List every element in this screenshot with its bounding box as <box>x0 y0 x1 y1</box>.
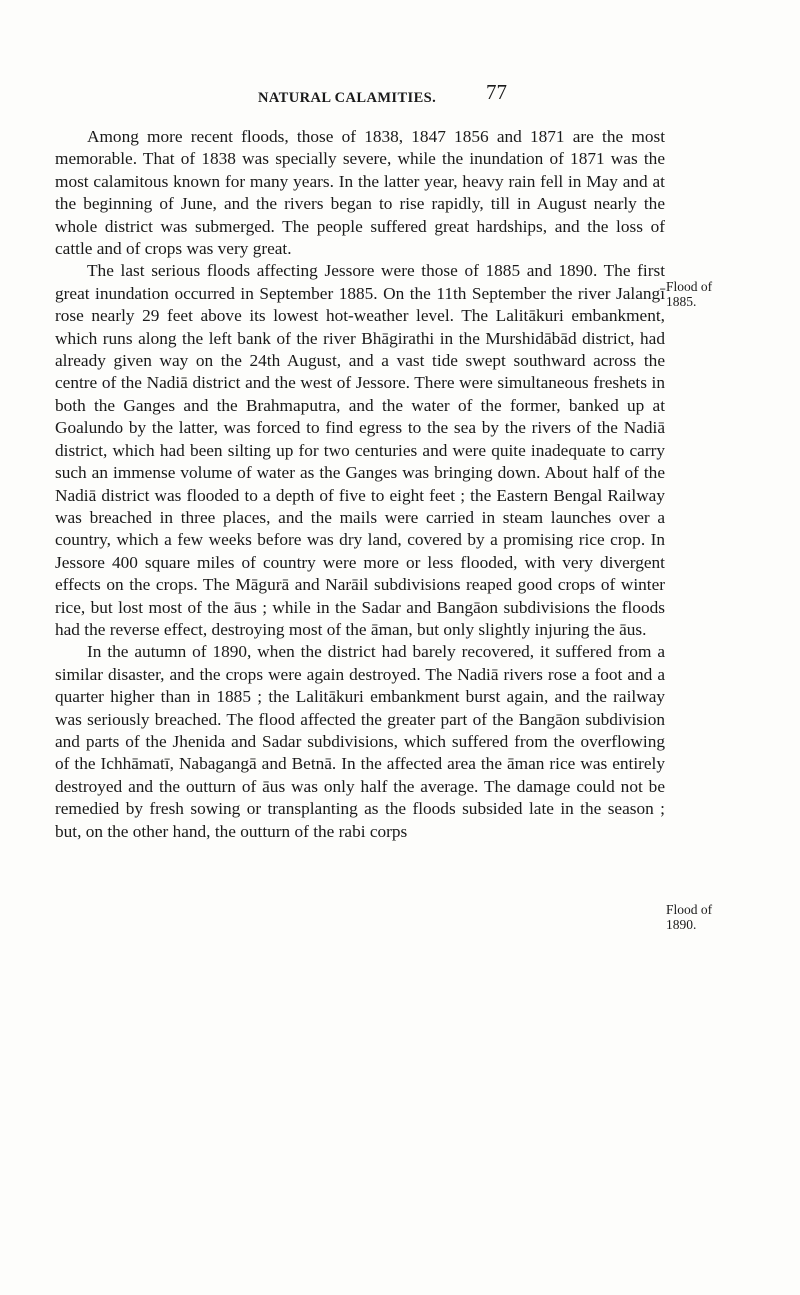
page-header <box>0 78 800 108</box>
paragraph-earlier-floods: Among more recent floods, those of 1838, 1847 1856 and 1871 are the most memorable. That of 1838 was specially severe, while the inundation of 1871 was the most calamitous known for many years. In the latter year, heavy rain fell in May and at the beginning of June, and the rivers began to rise rapidly, till in August nearly the whole district was submerged. The people suffered great hardships, and the loss of cattle and of crops was very great. <box>55 127 665 259</box>
paragraph-flood-1890: In the autumn of 1890, when the district had barely recovered, it suffered from a similar disaster, and the crops were again destroyed. The Nadiā rivers rose a foot and a quarter higher than in 1885 ; the Lalitākuri embankment burst again, and the railway was seriously breached. The flood affected the greater part of the Bangāon subdivision and parts of the Jhenida and Sadar subdivisions, which suffered from the overflowing of the Ichhāmatī, Nabagangā and Betnā. In the affected area the āman rice was entirely destroyed and the outturn of āus was only half the average. The damage could not be remedied by fresh sowing or transplanting as the floods subsided late in the season ; but, on the other hand, the outturn of the rabi corps <box>55 642 665 841</box>
body-text <box>55 126 665 843</box>
page-number: 77 <box>486 80 507 104</box>
marginal-note-flood-1890: Flood of 1890. <box>666 902 713 932</box>
running-title: NATURAL CALAMITIES. <box>258 90 437 106</box>
marginal-note-flood-1885: Flood of 1885. <box>666 279 713 309</box>
paragraph-flood-1885: The last serious floods affecting Jessore were those of 1885 and 1890. The first great inundation occurred in September 1885. On the 11th September the river Jalangī rose nearly 29 feet above its lowest hot-weather level. The Lalitākuri embankment, which runs along the left bank of the river Bhāgirathi in the Murshidābād district, had already given way on the 24th August, and a vast tide swept southward across the centre of the Nadiā district and the west of Jessore. There were simultaneous freshets in both the Ganges and the Brahmaputra, and the water of the former, banked up at Goalundo by the latter, was forced to find egress to the sea by the rivers of the Nadiā district, which had been silting up for two centuries and were quite inadequate to carry such an immense volume of water as the Ganges was bringing down. About half of the Nadiā district was flooded to a depth of five to eight feet ; the Eastern Bengal Railway was breached in three places, and the mails were carried in steam launches over a country, which a few weeks before was dry land, covered by a promising rice crop. In Jessore 400 square miles of country were more or less flooded, with very divergent effects on the crops. The Māgurā and Narāil subdivisions reaped good crops of winter rice, but lost most of the āus ; while in the Sadar and Bangāon subdivisions the floods had the reverse effect, destroying most of the āman, but only slightly injuring the āus. <box>55 261 665 639</box>
